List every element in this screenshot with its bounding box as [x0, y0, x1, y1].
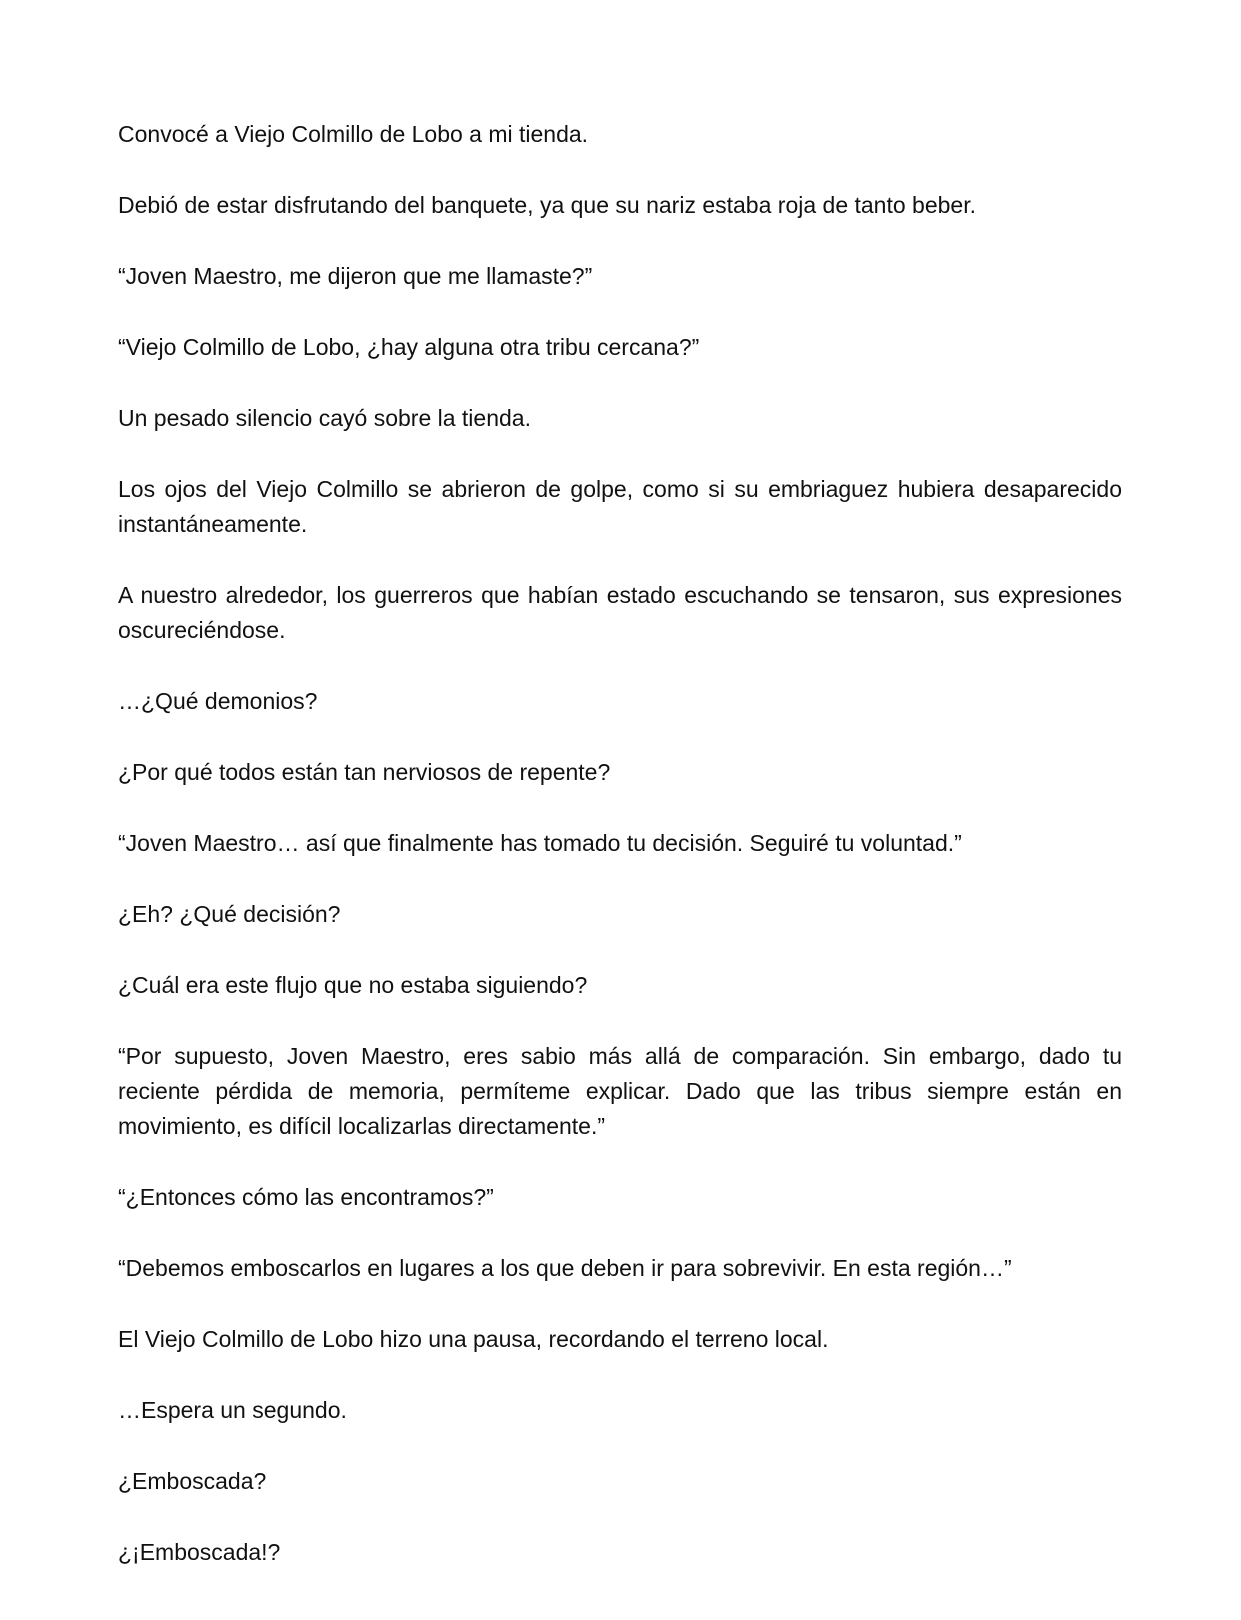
paragraph-14: “¿Entonces cómo las encontramos?”: [118, 1184, 494, 1210]
paragraph-3: “Joven Maestro, me dijeron que me llamaste?”: [118, 263, 593, 289]
paragraph-19: ¿¡Emboscada!?: [118, 1539, 281, 1565]
paragraph-8: …¿Qué demonios?: [118, 688, 318, 714]
paragraph-1: Convocé a Viejo Colmillo de Lobo a mi tienda.: [118, 121, 589, 147]
paragraph-12: ¿Cuál era este flujo que no estaba siguiendo?: [118, 972, 588, 998]
paragraph-10: “Joven Maestro… así que finalmente has tomado tu decisión. Seguiré tu voluntad.”: [118, 830, 962, 856]
paragraph-13: “Por supuesto, Joven Maestro, eres sabio más allá de comparación. Sin embargo, dado tu reciente pérdida de memoria, permíteme explicar. Dado que las tribus siempre están en movimiento, es difícil localizarlas directamente.”: [118, 1043, 1122, 1139]
paragraph-7: A nuestro alrededor, los guerreros que habían estado escuchando se tensaron, sus expresiones oscureciéndose.: [118, 582, 1122, 643]
paragraph-6: Los ojos del Viejo Colmillo se abrieron de golpe, como si su embriaguez hubiera desaparecido instantáneamente.: [118, 476, 1122, 537]
paragraph-17: …Espera un segundo.: [118, 1397, 347, 1423]
paragraph-5: Un pesado silencio cayó sobre la tienda.: [118, 405, 531, 431]
paragraph-9: ¿Por qué todos están tan nerviosos de repente?: [118, 759, 611, 785]
paragraph-2: Debió de estar disfrutando del banquete, ya que su nariz estaba roja de tanto beber.: [118, 192, 976, 218]
body-text: [118, 117, 1122, 1606]
paragraph-16: El Viejo Colmillo de Lobo hizo una pausa, recordando el terreno local.: [118, 1326, 829, 1352]
paragraph-4: “Viejo Colmillo de Lobo, ¿hay alguna otra tribu cercana?”: [118, 334, 700, 360]
paragraph-11: ¿Eh? ¿Qué decisión?: [118, 901, 341, 927]
paragraph-15: “Debemos emboscarlos en lugares a los que deben ir para sobrevivir. En esta región…”: [118, 1255, 1012, 1281]
paragraph-18: ¿Emboscada?: [118, 1468, 267, 1494]
